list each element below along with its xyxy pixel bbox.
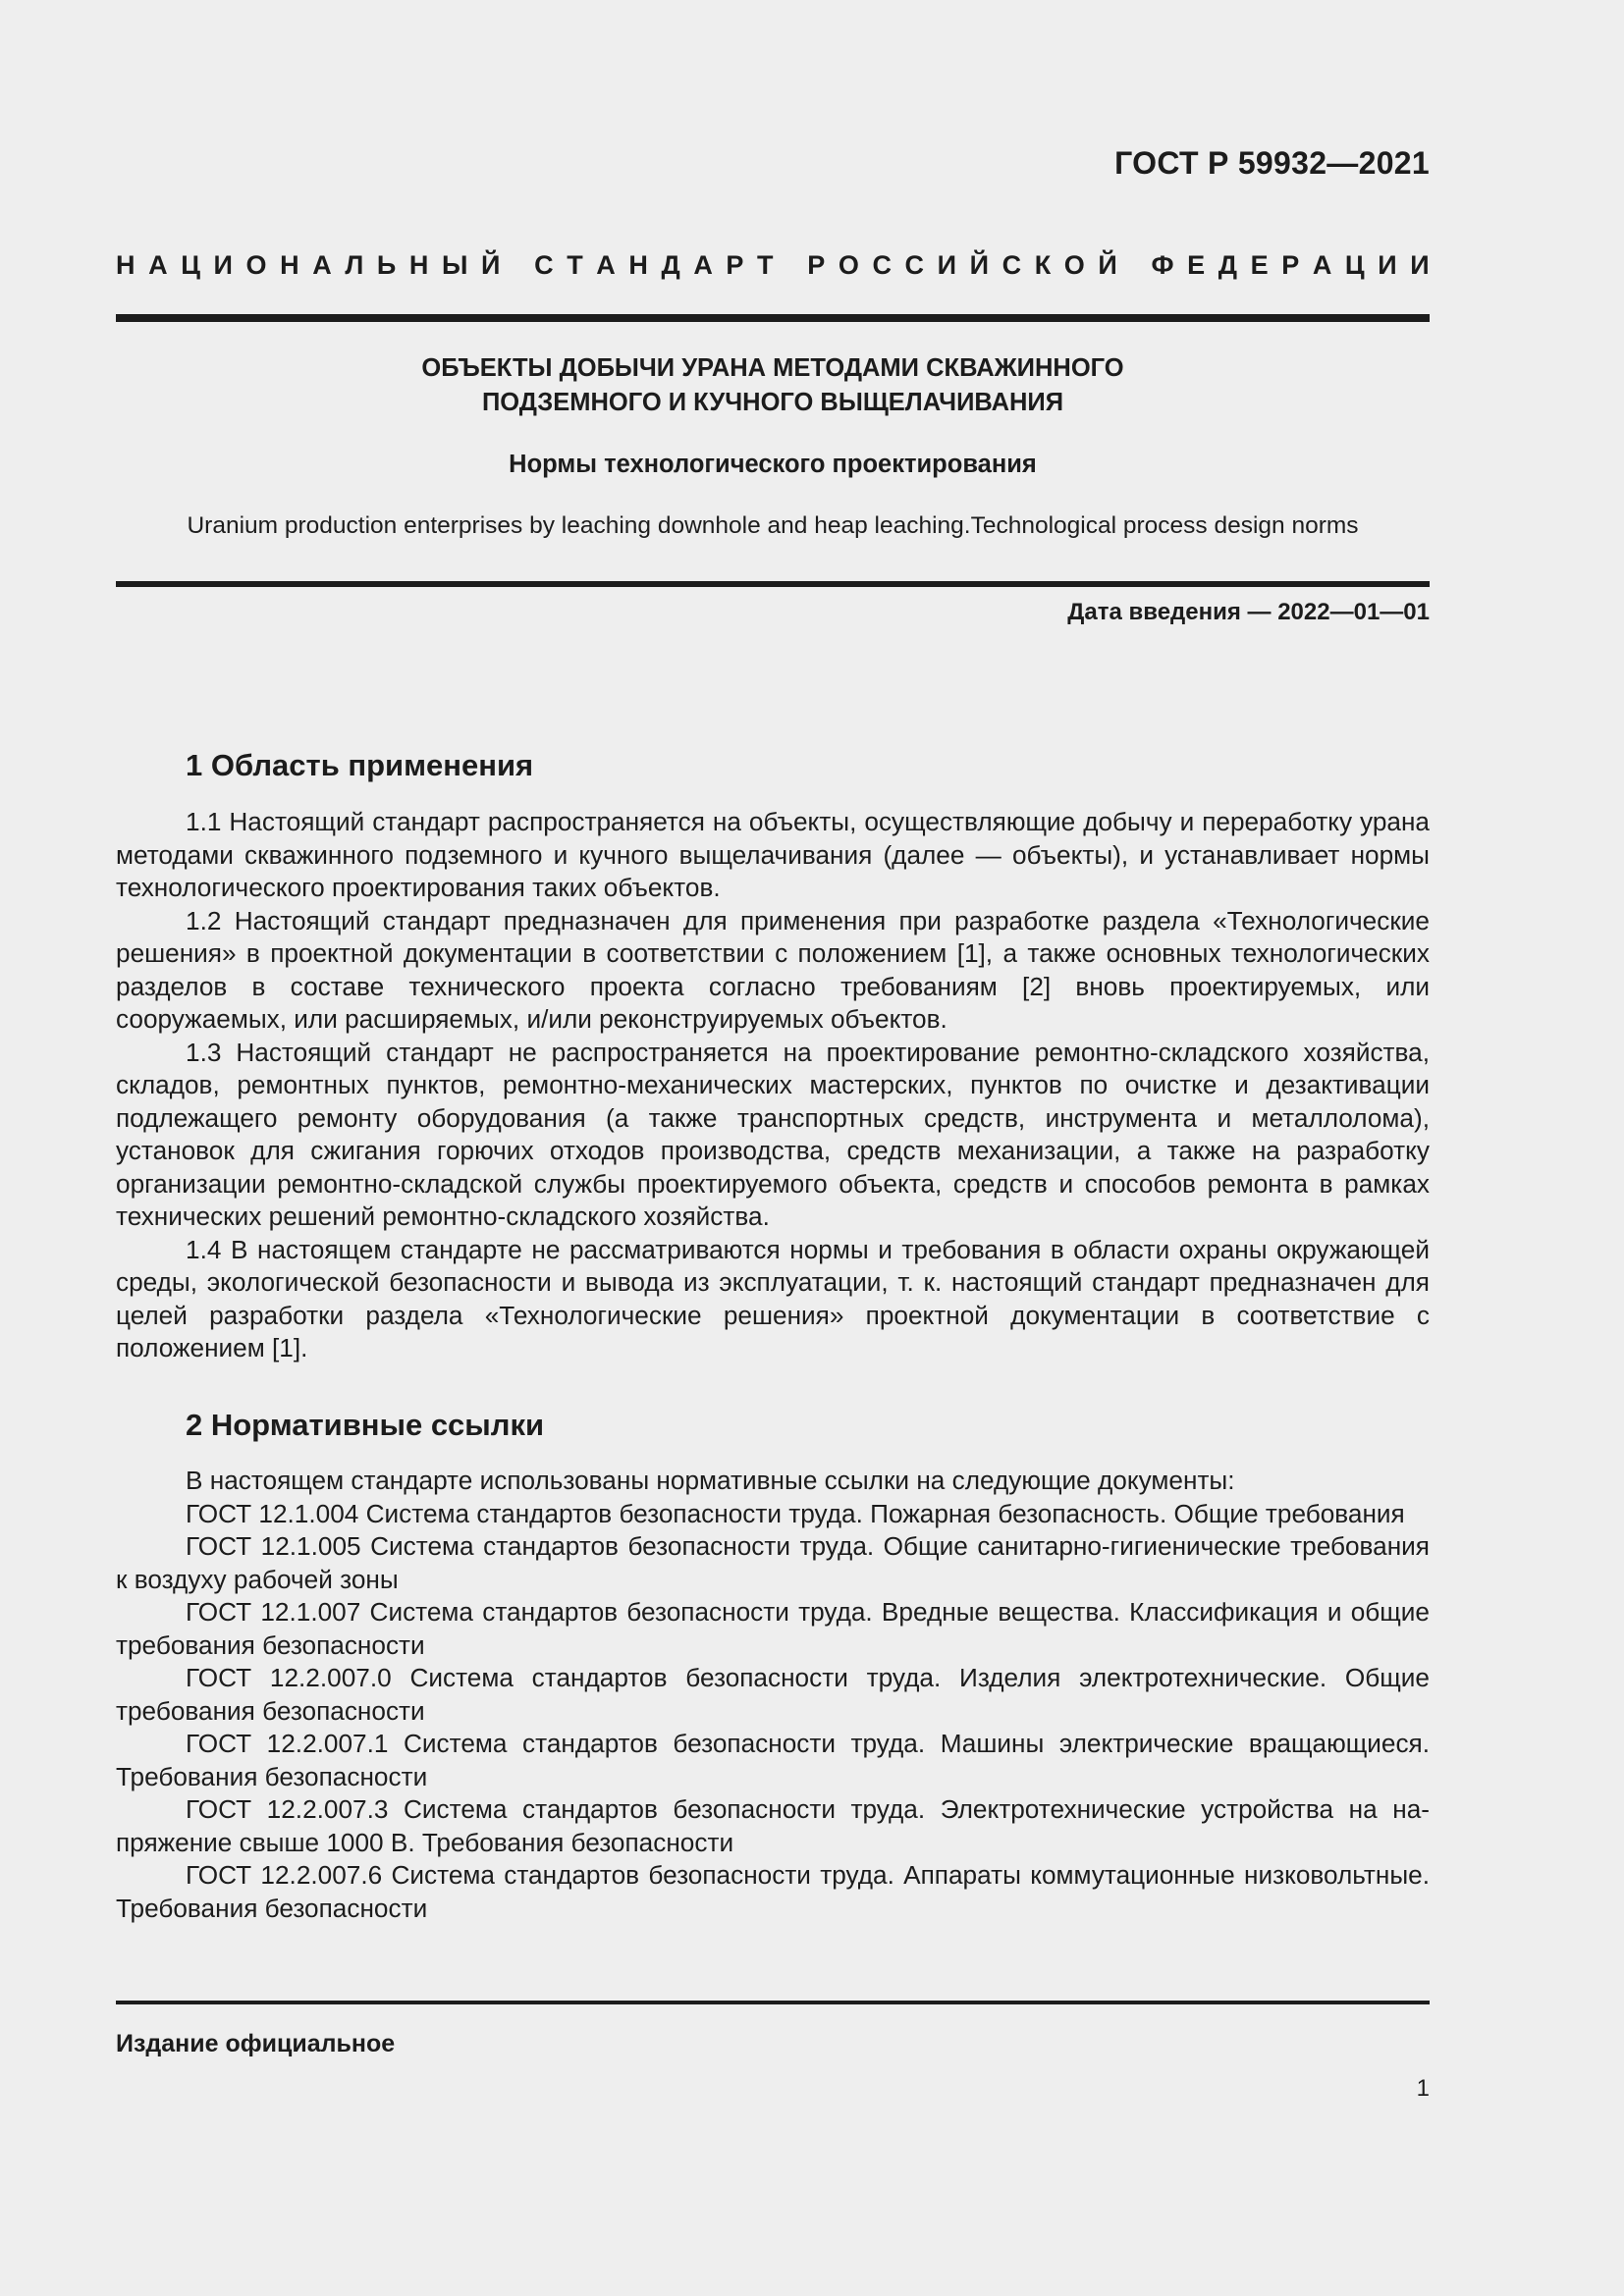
title-letter: Р xyxy=(726,250,744,280)
footer-divider xyxy=(116,2001,1430,2004)
title-letter: К xyxy=(1034,250,1052,280)
title-letter: О xyxy=(838,250,859,280)
title-letter: И xyxy=(1378,250,1397,280)
document-subtitle: Нормы технологического проектирования xyxy=(509,451,1037,478)
title-letter: Т xyxy=(567,250,583,280)
title-space xyxy=(786,250,794,281)
title-letter: Ь xyxy=(376,250,397,280)
title-letter: А xyxy=(148,250,168,280)
title-letter: Д xyxy=(661,250,680,280)
title-letter: А xyxy=(596,250,616,280)
reference-item: ГОСТ 12.1.007 Система стандартов безопасности труда. Вредные вещества. Классификация и общие требования безопасности xyxy=(116,1597,1430,1660)
paragraph: 1.1 Настоящий стандарт распространяется на объекты, осуществляющие добычу и переработку урана методами скважинного подземного и кучного выщелачивания (далее — объекты), и устанавливает нормы технологического проектирования таких объектов. xyxy=(116,807,1430,902)
reference-item: ГОСТ 12.2.007.1 Система стандартов безопасности труда. Машины электрические вращающиеся. Требования безопасности xyxy=(116,1729,1430,1791)
reference-item: ГОСТ 12.1.005 Система стандартов безопасности труда. Общие санитарно-гигиенические требования к воздуху рабочей зоны xyxy=(116,1531,1430,1594)
title-letter: Р xyxy=(807,250,826,280)
paragraph: 1.4 В настоящем стандарте не рассматриваются нормы и требования в области охраны окружающей среды, экологической безопасности и вывода из эксплуатации, т. к. настоящий стандарт предназначен для целей разработки раздела «Технологические решения» проектной документации в соответствие с положением [1]. xyxy=(116,1234,1430,1362)
title-space xyxy=(1130,250,1138,281)
title-letter: А xyxy=(312,250,332,280)
title-letter: Н xyxy=(408,250,429,280)
document-title xyxy=(116,351,1430,420)
paragraph: 1.2 Настоящий стандарт предназначен для применения при разработке раздела «Технологические решения» в проектной документации в соответствии с положением [1], а также основных технологических разделов в составе технического проекта согласно требованиям [2] вновь проектируемых, или сооружаемых, или расширяемых, и/или реконструируемых объектов. xyxy=(116,905,1430,1034)
title-letter: С xyxy=(904,250,925,280)
section-heading-scope: 1 Область применения xyxy=(186,748,534,782)
title-letter: А xyxy=(1312,250,1332,280)
page-number: 1 xyxy=(1416,2075,1430,2102)
title-letter: Л xyxy=(345,250,364,280)
title-letter: Р xyxy=(1281,250,1300,280)
official-edition-label: Издание официальное xyxy=(116,2030,396,2057)
title-letter: С xyxy=(872,250,892,280)
title-letter: Е xyxy=(1250,250,1269,280)
title-divider xyxy=(116,581,1430,587)
document-number: ГОСТ Р 59932—2021 xyxy=(1114,145,1430,181)
title-letter: О xyxy=(1063,250,1085,280)
title-letter: А xyxy=(693,250,713,280)
title-letter: С xyxy=(534,250,554,280)
section-body-references xyxy=(116,1465,1430,1925)
reference-item: ГОСТ 12.2.007.3 Система стандартов безопасности труда. Электротехнические устройства на напряжение свыше 1000 В. Требования безопасности xyxy=(116,1794,1430,1857)
title-letter: И xyxy=(937,250,957,280)
title-letter: Ф xyxy=(1151,250,1174,280)
title-letter: И xyxy=(1410,250,1430,280)
title-letter: Й xyxy=(1098,250,1117,280)
header-divider xyxy=(116,314,1430,322)
document-title-line: ПОДЗЕМНОГО И КУЧНОГО ВЫЩЕЛАЧИВАНИЯ xyxy=(481,389,1064,416)
title-letter: С xyxy=(1001,250,1022,280)
paragraph: В настоящем стандарте использованы нормативные ссылки на следующие документы: xyxy=(186,1466,1235,1495)
title-letter: Ц xyxy=(1344,250,1365,280)
document-title-line: ОБЪЕКТЫ ДОБЫЧИ УРАНА МЕТОДАМИ СКВАЖИННОГО xyxy=(421,354,1124,382)
section-heading-references: 2 Нормативные ссылки xyxy=(186,1408,545,1442)
title-letter: Е xyxy=(1187,250,1206,280)
title-letter: Й xyxy=(480,250,501,280)
title-letter: Й xyxy=(969,250,990,280)
title-letter: Н xyxy=(116,250,135,280)
title-letter: Т xyxy=(757,250,774,280)
reference-item: ГОСТ 12.1.004 Система стандартов безопасности труда. Пожарная безопасность. Общие требования xyxy=(186,1498,1405,1528)
title-letter: Ц xyxy=(181,250,200,280)
title-letter: И xyxy=(213,250,233,280)
title-letter: Н xyxy=(628,250,648,280)
title-letter: Д xyxy=(1218,250,1238,280)
national-standard-title xyxy=(116,250,1430,281)
title-letter: Н xyxy=(280,250,299,280)
section-body-scope xyxy=(116,806,1430,1365)
document-title-english: Uranium production enterprises by leaching downhole and heap leaching.Technological process design norms xyxy=(187,512,1359,539)
title-space xyxy=(514,250,521,281)
title-letter: Ы xyxy=(441,250,468,280)
introduction-date: Дата введения — 2022—01—01 xyxy=(1067,599,1430,625)
paragraph: 1.3 Настоящий стандарт не распространяется на проектирование ремонтно-складского хозяйства, складов, ремонтных пунктов, ремонтно-механических мастерских, пунктов по очистке и дезактивации подлежащего ремонту оборудования (а также транспортных средств, инструмента и металлолома), установок для сжигания горючих отходов производства, средств механизации, а также на разработку организации ремонтно-складской службы проектируемого объекта, средств и способов ремонта в рамках технических решений ремонтно-складского хозяйства. xyxy=(116,1037,1430,1231)
title-letter: О xyxy=(245,250,267,280)
reference-item: ГОСТ 12.2.007.6 Система стандартов безопасности труда. Аппараты коммутационные низковольтные. Требования безопасности xyxy=(116,1860,1430,1923)
reference-item: ГОСТ 12.2.007.0 Система стандартов безопасности труда. Изделия электротехнические. Общие требования безопасности xyxy=(116,1663,1430,1726)
